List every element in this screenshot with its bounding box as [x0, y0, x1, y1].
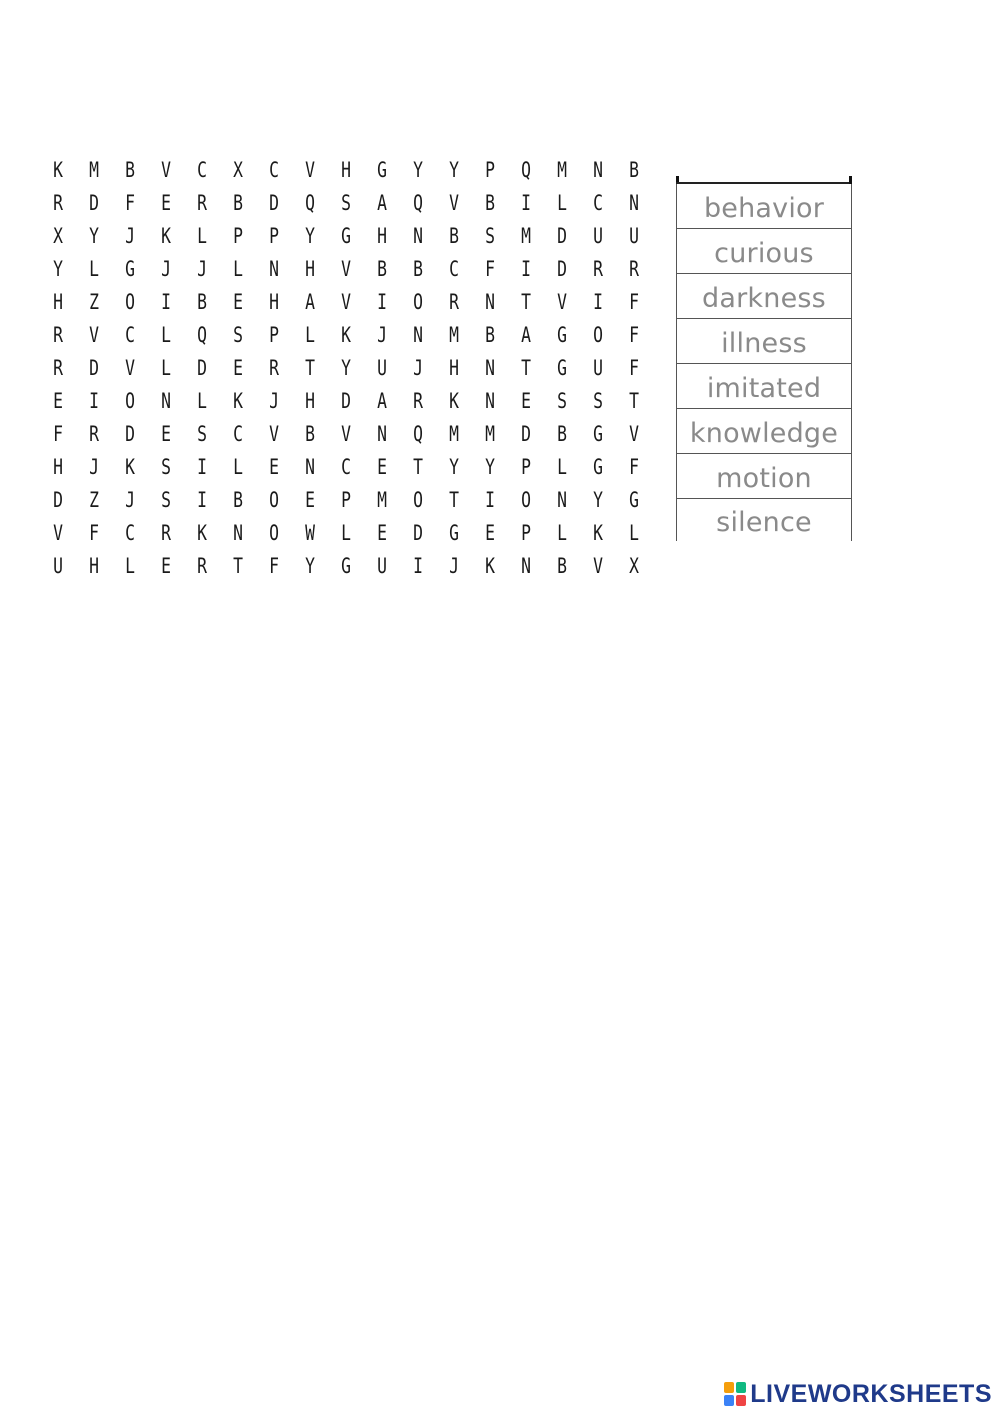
grid-letter: L: [341, 521, 351, 545]
grid-letter: R: [89, 422, 99, 446]
grid-letter: N: [485, 290, 495, 314]
grid-letter: E: [161, 422, 171, 446]
grid-letter: W: [305, 521, 315, 545]
grid-letter: L: [125, 554, 135, 578]
grid-letter: N: [593, 158, 603, 182]
grid-letter: B: [449, 224, 459, 248]
grid-letter: D: [413, 521, 423, 545]
grid-letter: L: [305, 323, 315, 347]
grid-letter: Y: [53, 257, 63, 281]
grid-letter: Z: [89, 488, 99, 512]
grid-letter: J: [89, 455, 99, 479]
grid-letter: E: [233, 290, 243, 314]
grid-letter: E: [377, 455, 387, 479]
grid-letter: G: [593, 455, 603, 479]
grid-letter: S: [557, 389, 567, 413]
grid-letter: Q: [197, 323, 207, 347]
grid-letter: I: [197, 488, 207, 512]
grid-letter: T: [413, 455, 423, 479]
grid-letter: U: [593, 224, 603, 248]
grid-letter: T: [521, 290, 531, 314]
grid-letter: Y: [413, 158, 423, 182]
grid-letter: P: [269, 224, 279, 248]
grid-letter: T: [449, 488, 459, 512]
grid-letter: N: [557, 488, 567, 512]
grid-letter: A: [377, 389, 387, 413]
grid-letter: B: [197, 290, 207, 314]
grid-letter: M: [449, 422, 459, 446]
grid-letter: Y: [305, 554, 315, 578]
grid-letter: U: [377, 554, 387, 578]
grid-letter: E: [233, 356, 243, 380]
grid-letter: V: [449, 191, 459, 215]
grid-letter: B: [125, 158, 135, 182]
grid-letter: V: [557, 290, 567, 314]
grid-letter: R: [449, 290, 459, 314]
grid-letter: Q: [413, 422, 423, 446]
grid-letter: L: [233, 257, 243, 281]
grid-letter: V: [305, 158, 315, 182]
grid-letter: Z: [89, 290, 99, 314]
grid-letter: V: [629, 422, 639, 446]
grid-letter: B: [557, 422, 567, 446]
liveworksheets-logo-icon: [724, 1382, 746, 1406]
word-search-grid: [40, 154, 640, 583]
grid-letter: B: [629, 158, 639, 182]
grid-letter: D: [125, 422, 135, 446]
grid-letter: F: [53, 422, 63, 446]
grid-letter: Y: [341, 356, 351, 380]
grid-letter: J: [197, 257, 207, 281]
grid-letter: D: [89, 356, 99, 380]
grid-letter: S: [485, 224, 495, 248]
grid-letter: K: [233, 389, 243, 413]
grid-letter: Y: [449, 455, 459, 479]
grid-letter: R: [53, 191, 63, 215]
grid-letter: Y: [305, 224, 315, 248]
grid-letter: M: [521, 224, 531, 248]
grid-letter: J: [413, 356, 423, 380]
grid-letter: K: [485, 554, 495, 578]
word-bank-tick-right: [849, 176, 852, 184]
grid-letter: H: [449, 356, 459, 380]
grid-letter: R: [53, 356, 63, 380]
grid-letter: F: [629, 356, 639, 380]
grid-letter: R: [629, 257, 639, 281]
grid-letter: B: [233, 488, 243, 512]
grid-letter: T: [305, 356, 315, 380]
grid-letter: B: [485, 323, 495, 347]
grid-letter: M: [377, 488, 387, 512]
grid-letter: I: [521, 257, 531, 281]
word-bank-item: silence: [676, 499, 852, 541]
grid-letter: C: [593, 191, 603, 215]
grid-letter: V: [341, 257, 351, 281]
grid-letter: D: [53, 488, 63, 512]
grid-letter: M: [449, 323, 459, 347]
grid-letter: V: [161, 158, 171, 182]
grid-letter: L: [89, 257, 99, 281]
word-bank: [676, 176, 852, 550]
grid-letter: T: [629, 389, 639, 413]
grid-letter: G: [341, 554, 351, 578]
grid-letter: F: [269, 554, 279, 578]
grid-letter: B: [557, 554, 567, 578]
grid-letter: J: [125, 224, 135, 248]
grid-letter: R: [197, 191, 207, 215]
grid-letter: G: [449, 521, 459, 545]
grid-letter: G: [629, 488, 639, 512]
grid-letter: K: [593, 521, 603, 545]
grid-letter: G: [125, 257, 135, 281]
grid-letter: L: [161, 356, 171, 380]
grid-letter: B: [233, 191, 243, 215]
grid-letter: E: [377, 521, 387, 545]
grid-letter: G: [593, 422, 603, 446]
grid-letter: N: [485, 356, 495, 380]
grid-letter: R: [413, 389, 423, 413]
grid-letter: C: [233, 422, 243, 446]
grid-letter: J: [269, 389, 279, 413]
grid-letter: D: [269, 191, 279, 215]
logo-square-1: [724, 1382, 734, 1393]
grid-letter: I: [197, 455, 207, 479]
grid-letter: I: [521, 191, 531, 215]
grid-letter: P: [485, 158, 495, 182]
grid-letter: I: [413, 554, 423, 578]
grid-letter: O: [521, 488, 531, 512]
grid-letter: F: [629, 455, 639, 479]
grid-letter: Y: [449, 158, 459, 182]
grid-letter: G: [557, 323, 567, 347]
grid-letter: D: [341, 389, 351, 413]
grid-letter: N: [413, 224, 423, 248]
grid-letter: O: [413, 290, 423, 314]
grid-letter: B: [305, 422, 315, 446]
grid-letter: F: [89, 521, 99, 545]
grid-letter: F: [125, 191, 135, 215]
grid-letter: L: [557, 191, 567, 215]
grid-letter: I: [89, 389, 99, 413]
grid-letter: V: [341, 422, 351, 446]
grid-letter: I: [593, 290, 603, 314]
grid-letter: Y: [593, 488, 603, 512]
grid-letter: D: [89, 191, 99, 215]
grid-letter: P: [521, 521, 531, 545]
grid-letter: E: [161, 191, 171, 215]
grid-letter: D: [197, 356, 207, 380]
grid-letter: H: [53, 455, 63, 479]
grid-letter: C: [341, 455, 351, 479]
grid-letter: U: [377, 356, 387, 380]
grid-letter: R: [269, 356, 279, 380]
grid-letter: P: [269, 323, 279, 347]
grid-letter: R: [593, 257, 603, 281]
grid-letter: K: [53, 158, 63, 182]
grid-letter: D: [521, 422, 531, 446]
word-bank-item: illness: [676, 319, 852, 364]
grid-letter: F: [629, 290, 639, 314]
grid-letter: A: [521, 323, 531, 347]
word-bank-item: knowledge: [676, 409, 852, 454]
grid-letter: R: [197, 554, 207, 578]
grid-letter: U: [593, 356, 603, 380]
word-bank-item: curious: [676, 229, 852, 274]
grid-letter: V: [593, 554, 603, 578]
grid-letter: H: [89, 554, 99, 578]
grid-letter: N: [521, 554, 531, 578]
grid-letter: L: [197, 224, 207, 248]
grid-letter: O: [125, 389, 135, 413]
grid-letter: I: [161, 290, 171, 314]
grid-letter: H: [53, 290, 63, 314]
grid-letter: U: [629, 224, 639, 248]
grid-letter: P: [341, 488, 351, 512]
grid-letter: X: [53, 224, 63, 248]
grid-letter: G: [557, 356, 567, 380]
logo-square-2: [736, 1382, 746, 1393]
grid-letter: V: [53, 521, 63, 545]
grid-letter: K: [197, 521, 207, 545]
grid-letter: E: [521, 389, 531, 413]
grid-letter: F: [485, 257, 495, 281]
grid-letter: V: [89, 323, 99, 347]
grid-letter: J: [449, 554, 459, 578]
grid-letter: A: [305, 290, 315, 314]
grid-letter: V: [341, 290, 351, 314]
grid-letter: X: [233, 158, 243, 182]
grid-letter: S: [593, 389, 603, 413]
word-bank-item: darkness: [676, 274, 852, 319]
grid-letter: Y: [485, 455, 495, 479]
logo-square-3: [724, 1395, 734, 1406]
grid-letter: J: [377, 323, 387, 347]
grid-letter: L: [629, 521, 639, 545]
grid-letter: O: [413, 488, 423, 512]
grid-letter: Q: [413, 191, 423, 215]
grid-letter: N: [269, 257, 279, 281]
grid-letter: S: [161, 488, 171, 512]
grid-letter: E: [161, 554, 171, 578]
grid-letter: S: [341, 191, 351, 215]
grid-letter: L: [557, 521, 567, 545]
grid-letter: L: [161, 323, 171, 347]
grid-letter: S: [161, 455, 171, 479]
grid-letter: S: [233, 323, 243, 347]
grid-letter: C: [125, 521, 135, 545]
grid-letter: C: [197, 158, 207, 182]
grid-letter: M: [485, 422, 495, 446]
grid-letter: O: [125, 290, 135, 314]
grid-letter: N: [377, 422, 387, 446]
grid-letter: F: [629, 323, 639, 347]
grid-letter: N: [305, 455, 315, 479]
grid-letter: H: [305, 389, 315, 413]
logo-square-4: [736, 1395, 746, 1406]
grid-letter: V: [269, 422, 279, 446]
word-bank-list: [676, 184, 852, 541]
liveworksheets-brand: [724, 1374, 992, 1414]
grid-letter: S: [197, 422, 207, 446]
word-bank-item: behavior: [676, 184, 852, 229]
grid-letter: C: [449, 257, 459, 281]
grid-letter: M: [89, 158, 99, 182]
grid-letter: J: [125, 488, 135, 512]
grid-letter: Y: [89, 224, 99, 248]
grid-letter: O: [269, 521, 279, 545]
grid-letter: Q: [305, 191, 315, 215]
word-bank-item: imitated: [676, 364, 852, 409]
grid-letter: C: [125, 323, 135, 347]
grid-letter: K: [125, 455, 135, 479]
grid-letter: H: [341, 158, 351, 182]
grid-letter: K: [449, 389, 459, 413]
word-bank-item: motion: [676, 454, 852, 499]
grid-letter: J: [161, 257, 171, 281]
grid-letter: O: [593, 323, 603, 347]
grid-letter: E: [269, 455, 279, 479]
grid-letter: L: [233, 455, 243, 479]
grid-letter: K: [341, 323, 351, 347]
grid-letter: D: [557, 224, 567, 248]
grid-letter: P: [521, 455, 531, 479]
grid-letter: K: [161, 224, 171, 248]
grid-letter: T: [233, 554, 243, 578]
grid-letter: I: [377, 290, 387, 314]
grid-letter: G: [341, 224, 351, 248]
grid-letter: Q: [521, 158, 531, 182]
grid-letter: G: [377, 158, 387, 182]
grid-letter: B: [377, 257, 387, 281]
grid-letter: N: [233, 521, 243, 545]
grid-letter: C: [269, 158, 279, 182]
grid-letter: O: [269, 488, 279, 512]
grid-letter: E: [305, 488, 315, 512]
grid-letter: H: [269, 290, 279, 314]
grid-letter: N: [413, 323, 423, 347]
grid-letter: N: [161, 389, 171, 413]
grid-letter: I: [485, 488, 495, 512]
grid-letter: H: [305, 257, 315, 281]
grid-letter: X: [629, 554, 639, 578]
grid-letter: V: [125, 356, 135, 380]
grid-letter: T: [521, 356, 531, 380]
grid-letter: E: [485, 521, 495, 545]
grid-letter: B: [413, 257, 423, 281]
grid-letter: M: [557, 158, 567, 182]
grid-letter: N: [629, 191, 639, 215]
grid-letter: R: [161, 521, 171, 545]
grid-letter: N: [485, 389, 495, 413]
grid-letter: R: [53, 323, 63, 347]
grid-letter: P: [233, 224, 243, 248]
grid-letter: H: [377, 224, 387, 248]
grid-letter: U: [53, 554, 63, 578]
grid-letter: B: [485, 191, 495, 215]
grid-letter: L: [557, 455, 567, 479]
grid-letter: L: [197, 389, 207, 413]
grid-letter: A: [377, 191, 387, 215]
grid-letter: D: [557, 257, 567, 281]
grid-letter: E: [53, 389, 63, 413]
brand-name: LIVEWORKSHEETS: [750, 1379, 992, 1408]
